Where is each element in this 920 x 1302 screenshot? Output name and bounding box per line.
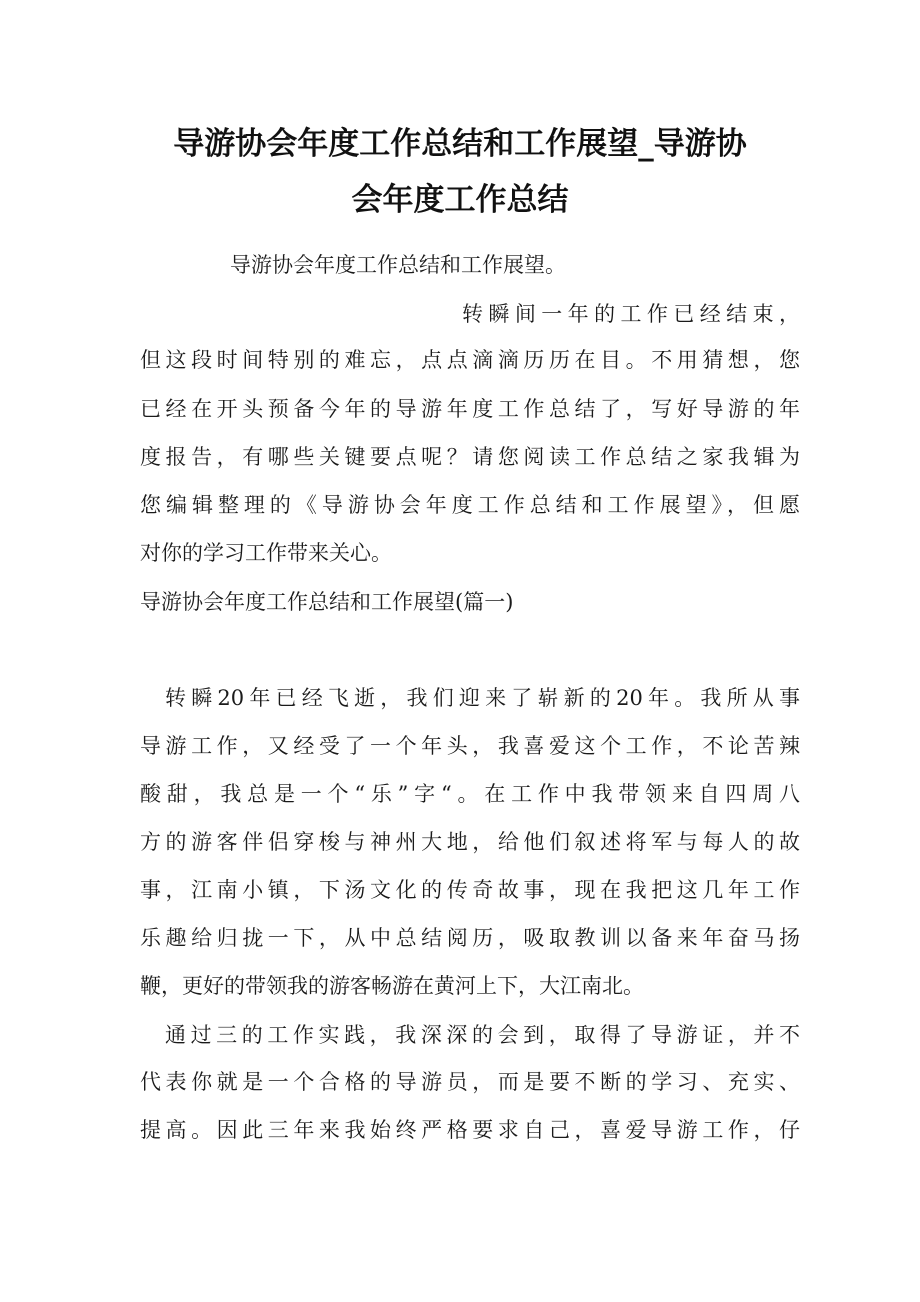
- document-title-line-2: 会年度工作总结: [351, 182, 569, 218]
- intro-line: 但这段时间特别的难忘，点点滴滴历历在目。不用猜想，您: [140, 348, 800, 372]
- document-subtitle: 导游协会年度工作总结和工作展望。: [230, 253, 566, 277]
- paragraph-line: 通过三的工作实践，我深深的会到，取得了导游证，并不: [165, 1023, 800, 1047]
- paragraph-line: 导游工作，又经受了一个年头，我喜爱这个工作，不论苦辣: [140, 734, 800, 758]
- intro-line: 已经在开头预备今年的导游年度工作总结了，写好导游的年: [140, 397, 800, 421]
- paragraph-line: 代表你就是一个合格的导游员，而是要不断的学习、充实、: [140, 1070, 800, 1094]
- paragraph-line: 提高。因此三年来我始终严格要求自己，喜爱导游工作，仔: [140, 1118, 800, 1142]
- paragraph-line: 酸甜，我总是一个“乐”字“。在工作中我带领来自四周八: [140, 782, 800, 806]
- paragraph-line: 转瞬20年已经飞逝，我们迎来了崭新的20年。我所从事: [165, 686, 800, 710]
- paragraph-line: 事，江南小镇，下汤文化的传奇故事，现在我把这几年工作: [140, 878, 800, 902]
- intro-line: 度报告，有哪些关键要点呢？请您阅读工作总结之家我辑为: [140, 445, 800, 469]
- section-heading: 导游协会年度工作总结和工作展望(篇一): [140, 590, 514, 614]
- intro-line: 您编辑整理的《导游协会年度工作总结和工作展望》，但愿: [140, 493, 800, 517]
- paragraph-line: 乐趣给归拢一下，从中总结阅历，吸取教训以备来年奋马扬: [140, 926, 800, 950]
- paragraph-line: 鞭，更好的带领我的游客畅游在黄河上下，大江南北。: [140, 974, 644, 998]
- intro-line: 对你的学习工作带来关心。: [140, 541, 392, 565]
- paragraph-line: 方的游客伴侣穿梭与神州大地，给他们叙述将军与每人的故: [140, 830, 800, 854]
- document-title-line-1: 导游协会年度工作总结和工作展望_导游协: [173, 126, 747, 162]
- intro-line: 转瞬间一年的工作已经结束，: [462, 302, 800, 326]
